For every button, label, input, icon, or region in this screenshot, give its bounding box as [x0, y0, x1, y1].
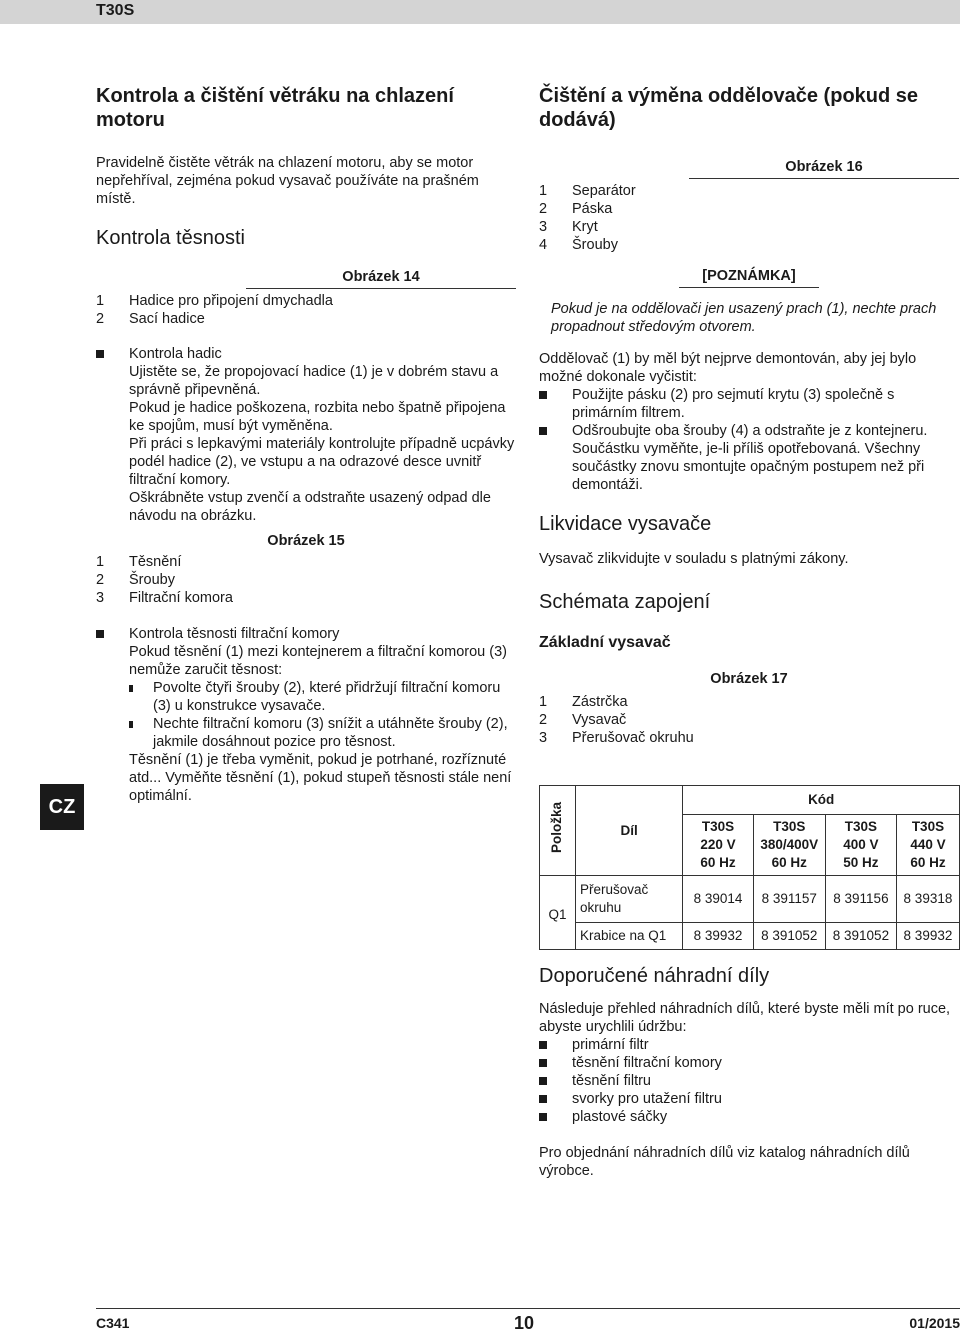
- separator-bullet-2: Odšroubujte oba šrouby (4) a odstraňte je z kontejneru. Součástku vyměňte, je-li příliš opotřebovaná. Všechny součástky znovu smontujte opačným postupem než při demontáži.: [539, 422, 959, 494]
- legend-item: 2 Vysavač: [539, 712, 627, 728]
- hose-check-p4: Oškrábněte vstup zvenčí a odstraňte usazený odpad dle návodu na obrázku.: [129, 490, 491, 524]
- chamber-check-title: Kontrola těsnosti filtrační komory: [129, 626, 340, 642]
- list-item: plastové sáčky: [539, 1108, 959, 1126]
- hose-check-p2: Pokud je hadice poškozena, rozbita nebo špatně připojena ke spojům, musí být vyměněna.: [129, 400, 506, 434]
- legend-item: 1 Těsnění: [96, 554, 182, 570]
- sub-bullet-mark: [129, 715, 153, 751]
- hose-check-p3: Při práci s lepkavými materiály kontrolujte případně ucpávky podél hadice (2), ve vstupu a na odrazové desce uvnitř filtrační komory.: [129, 436, 515, 488]
- legend-item: 3 Filtrační komora: [96, 590, 233, 606]
- variant-header: T30S 400 V 50 Hz: [825, 815, 896, 876]
- spares-intro: Následuje přehled náhradních dílů, které byste měli mít po ruce, abyste urychlili údržbu:: [539, 1001, 951, 1035]
- legend-item: 3 Přerušovač okruhu: [539, 730, 694, 746]
- col-header-code: Kód: [683, 786, 960, 815]
- legend-item: 3 Kryt: [539, 219, 598, 235]
- list-item: svorky pro utažení filtru: [539, 1090, 959, 1108]
- chamber-check-p1: Pokud těsnění (1) mezi kontejnerem a filtrační komorou (3) nemůže zaručit těsnost:: [129, 644, 507, 678]
- section-title-wiring: Schémata zapojení: [539, 591, 711, 613]
- section-title-separator: Čištění a výměna oddělovače (pokud se dodává): [539, 85, 919, 131]
- footer-page-number: 10: [514, 1313, 535, 1333]
- section-title-disposal: Likvidace vysavače: [539, 513, 712, 535]
- language-tab: CZ: [40, 784, 84, 830]
- variant-header: T30S 380/400V 60 Hz: [753, 815, 825, 876]
- chamber-check-block: [96, 625, 516, 679]
- variant-header: T30S 220 V 60 Hz: [683, 815, 753, 876]
- note-title: [POZNÁMKA]: [679, 267, 819, 288]
- figure-16-legend: [539, 182, 959, 254]
- list-item: těsnění filtru: [539, 1072, 959, 1090]
- chamber-sub-bullet-1: Povolte čtyři šrouby (2), které přidržují filtrační komoru (3) u konstrukce vysavače.: [96, 679, 516, 715]
- legend-item: 2 Sací hadice: [96, 311, 205, 327]
- bullet-square: [96, 345, 129, 525]
- figure-14: [96, 268, 516, 328]
- footer-divider: [96, 1308, 960, 1309]
- figure-17: [539, 670, 959, 747]
- legend-item: 4 Šrouby: [539, 237, 618, 253]
- left-column: [96, 84, 516, 805]
- figure-16-title: Obrázek 16: [689, 158, 959, 179]
- sub-bullet-mark: [129, 679, 153, 715]
- figure-15-legend: [96, 553, 516, 607]
- section-title-tightness: Kontrola těsnosti: [96, 227, 245, 249]
- section-title-fan: Kontrola a čištění větráku na chlazení motoru: [96, 85, 454, 131]
- legend-item: 2 Šrouby: [96, 572, 175, 588]
- figure-14-legend: [96, 292, 516, 328]
- spare-parts-section: [539, 964, 959, 1180]
- bullet-square: [96, 625, 129, 679]
- separator-paragraph: Oddělovač (1) by měl být nejprve demontován, aby jej bylo možné dokonale vyčistit:: [539, 351, 917, 385]
- bullet-square: [539, 386, 572, 422]
- figure-16: [539, 158, 959, 254]
- disposal-text: Vysavač zlikvidujte v souladu s platnými zákony.: [539, 551, 849, 567]
- list-item: primární filtr: [539, 1036, 959, 1054]
- separator-bullet-1: Použijte pásku (2) pro sejmutí krytu (3) společně s primárním filtrem.: [539, 386, 959, 422]
- spares-footer: Pro objednání náhradních dílů viz katalog náhradních dílů výrobce.: [539, 1145, 910, 1179]
- right-column: [539, 84, 959, 747]
- figure-15-title: Obrázek 15: [267, 533, 345, 549]
- figure-17-legend: [539, 693, 959, 747]
- variant-header: T30S 440 V 60 Hz: [896, 815, 959, 876]
- header-bar: [0, 0, 960, 24]
- footer-date: 01/2015: [909, 1315, 960, 1331]
- hose-check-title: Kontrola hadic: [129, 346, 222, 362]
- legend-item: 1 Hadice pro připojení dmychadla: [96, 293, 333, 309]
- bullet-square: [539, 422, 572, 494]
- legend-item: 1 Separátor: [539, 183, 636, 199]
- note-text: Pokud je na oddělovači jen usazený prach (1), nechte prach propadnout středovým otvorem.: [551, 301, 937, 335]
- figure-14-title: Obrázek 14: [246, 268, 516, 289]
- figure-15: [96, 532, 516, 607]
- table-row: Krabice na Q1 8 39932 8 391052 8 391052 8 39932: [540, 923, 960, 950]
- chamber-sub-bullet-2: Nechte filtrační komoru (3) snížit a utáhněte šrouby (2), jakmile dosáhnout pozice pro těsnost.: [96, 715, 516, 751]
- legend-item: 1 Zástrčka: [539, 694, 628, 710]
- footer-doc-id: C341: [96, 1315, 130, 1331]
- table-row: Q1 Přerušovač okruhu 8 39014 8 391157 8 391156 8 39318: [540, 876, 960, 923]
- list-item: těsnění filtrační komory: [539, 1054, 959, 1072]
- col-header-part: Díl: [575, 786, 682, 876]
- figure-17-title: Obrázek 17: [710, 671, 788, 687]
- hose-check-block: [96, 345, 516, 525]
- note-box: [539, 267, 959, 336]
- parts-code-table: [539, 785, 960, 950]
- section-title-basic: Základní vysavač: [539, 634, 671, 651]
- section-title-spares: Doporučené náhradní díly: [539, 965, 770, 987]
- col-header-item: Položka: [540, 786, 576, 876]
- chamber-check-p2: Těsnění (1) je třeba vyměnit, pokud je potrhané, rozříznuté atd... Vyměňte těsnění (1), pokud stupeň těsnosti stále není optimální.: [129, 752, 512, 804]
- hose-check-p1: Ujistěte se, že propojovací hadice (1) je v dobrém stavu a správně připevněná.: [129, 364, 499, 398]
- legend-item: 2 Páska: [539, 201, 613, 217]
- page-header-title: T30S: [96, 2, 135, 19]
- fan-paragraph: Pravidelně čistěte větrák na chlazení motoru, aby se motor nepřehříval, zejména pokud vysavač používáte na prašném místě.: [96, 155, 479, 207]
